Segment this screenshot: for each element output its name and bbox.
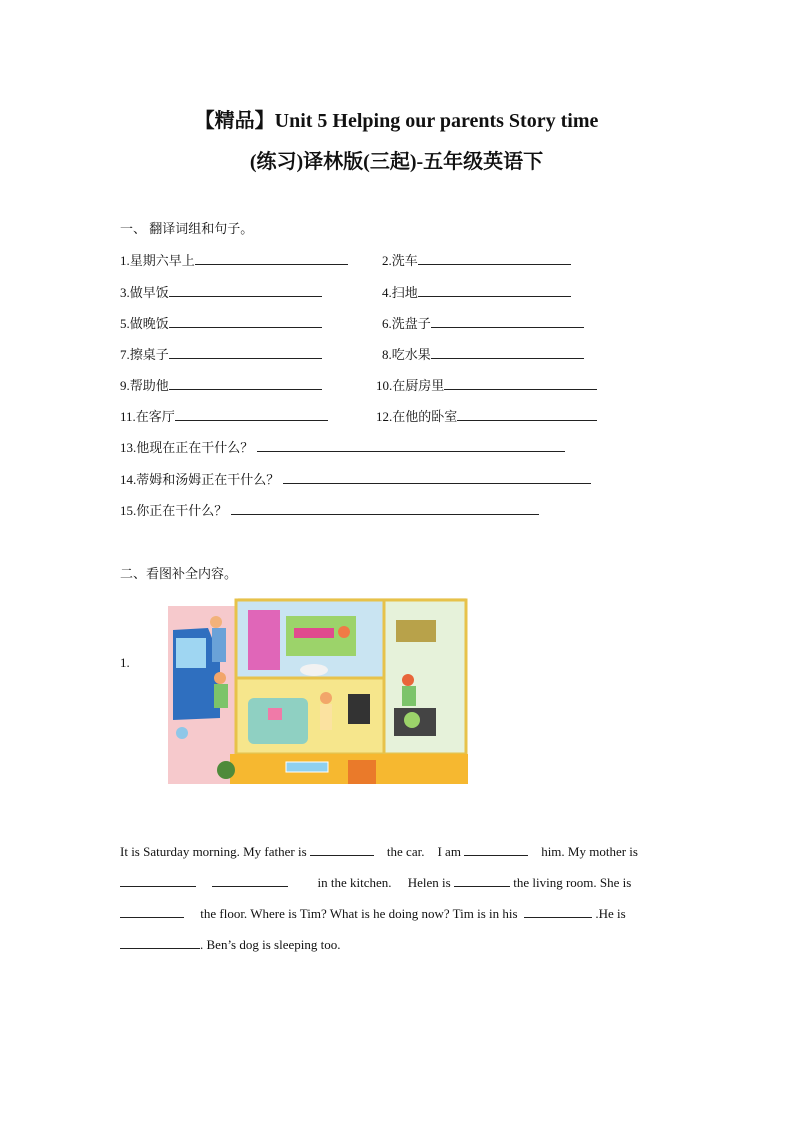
answer-blank[interactable] — [120, 874, 196, 887]
exercise-item-7 — [120, 344, 322, 363]
item-label: 1.星期六早上 — [120, 253, 195, 268]
exercise-item-2 — [382, 250, 571, 269]
passage-line-3 — [120, 905, 673, 922]
passage-text: the car. — [386, 844, 425, 859]
item-label: 5.做晚饭 — [120, 316, 169, 331]
passage-text: in the kitchen. — [317, 875, 392, 890]
answer-blank[interactable] — [310, 843, 374, 856]
answer-blank[interactable] — [454, 874, 510, 887]
answer-blank[interactable] — [169, 377, 322, 390]
exercise-item-8 — [382, 344, 584, 363]
item-label: 7.擦桌子 — [120, 347, 169, 362]
passage-text: him. My mother is — [541, 844, 638, 859]
passage-text: .He is — [595, 906, 626, 921]
item-label: 14.蒂姆和汤姆正在干什么？ — [120, 472, 280, 487]
passage-text: the floor. Where is Tim? What is he doing now? Tim is in his — [200, 906, 518, 921]
exercise-item-10 — [376, 375, 597, 394]
answer-blank[interactable] — [169, 315, 322, 328]
exercise-item-12 — [376, 406, 597, 425]
passage-text: . Ben’s dog is sleeping too. — [200, 937, 341, 952]
answer-blank[interactable] — [431, 346, 584, 359]
page-subtitle: (练习)译林版(三起)-五年级英语下 — [249, 151, 544, 173]
picture-item-number: 1. — [120, 655, 130, 670]
item-label: 12.在他的卧室 — [376, 409, 458, 424]
answer-blank[interactable] — [283, 471, 591, 484]
answer-blank[interactable] — [169, 346, 322, 359]
answer-blank[interactable] — [120, 936, 200, 949]
exercise-item-3 — [120, 282, 322, 301]
answer-blank[interactable] — [175, 408, 328, 421]
answer-blank[interactable] — [418, 252, 571, 265]
answer-blank[interactable] — [418, 284, 571, 297]
answer-blank[interactable] — [257, 439, 565, 452]
answer-blank[interactable] — [457, 408, 597, 421]
answer-blank[interactable] — [231, 502, 539, 515]
exercise-item-11 — [120, 406, 328, 425]
section2-heading: 二、看图补全内容。 — [120, 566, 238, 581]
answer-blank[interactable] — [464, 843, 528, 856]
exercise-item-6 — [382, 313, 584, 332]
passage-text: the living room. She is — [513, 875, 632, 890]
answer-blank[interactable] — [195, 252, 348, 265]
exercise-item-15 — [120, 500, 539, 519]
item-label: 15.你正在干什么？ — [120, 503, 228, 518]
answer-blank[interactable] — [120, 905, 184, 918]
exercise-item-9 — [120, 375, 322, 394]
item-label: 8.吃水果 — [382, 347, 431, 362]
item-label: 10.在厨房里 — [376, 378, 445, 393]
item-label: 9.帮助他 — [120, 378, 169, 393]
item-label: 11.在客厅 — [120, 409, 175, 424]
passage-text: Helen is — [407, 875, 451, 890]
exercise-item-1 — [120, 250, 348, 269]
passage-text: It is Saturday morning. My father is — [120, 844, 307, 859]
item-label: 13.他现在正在干什么？ — [120, 440, 254, 455]
exercise-item-4 — [382, 282, 571, 301]
section1-heading: 一、 翻译词组和句子。 — [120, 221, 254, 236]
passage-line-4 — [120, 936, 673, 953]
item-label: 3.做早饭 — [120, 285, 169, 300]
answer-blank[interactable] — [524, 905, 592, 918]
passage-line-2 — [120, 874, 673, 891]
exercise-item-13 — [120, 437, 565, 456]
answer-blank[interactable] — [212, 874, 288, 887]
answer-blank[interactable] — [169, 284, 322, 297]
item-label: 6.洗盘子 — [382, 316, 431, 331]
answer-blank[interactable] — [444, 377, 597, 390]
exercise-item-5 — [120, 313, 322, 332]
page-title: 【精品】Unit 5 Helping our parents Story time — [194, 110, 599, 132]
exercise-item-14 — [120, 469, 591, 488]
item-label: 2.洗车 — [382, 253, 418, 268]
passage-text: I am — [437, 844, 461, 859]
item-label: 4.扫地 — [382, 285, 418, 300]
answer-blank[interactable] — [431, 315, 584, 328]
passage-line-1 — [120, 843, 673, 860]
family-chores-illustration — [168, 598, 468, 790]
